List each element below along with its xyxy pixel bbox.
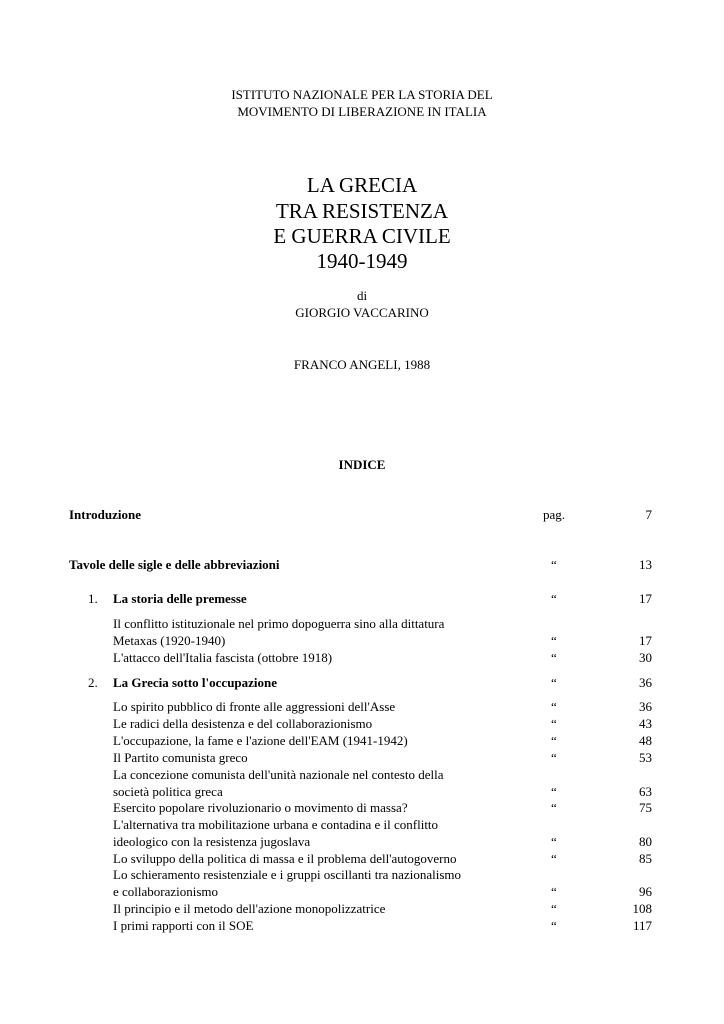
toc-page-number: 117 <box>632 918 652 933</box>
book-title-line-2: TRA RESISTENZA <box>275 199 449 223</box>
toc-section-label: Esercito popolare rivoluzionario o movimento di massa? <box>113 800 408 815</box>
toc-page-number: 13 <box>639 557 652 572</box>
toc-page-number: 108 <box>632 901 652 916</box>
toc-page-number: 17 <box>639 633 652 648</box>
toc-section-item[interactable] <box>0 866 724 883</box>
toc-section-item[interactable] <box>0 850 724 867</box>
toc-section-label: Lo spirito pubblico di fronte alle aggressioni dell'Asse <box>113 699 396 714</box>
book-years: 1940-1949 <box>316 249 408 273</box>
toc-ditto-mark: “ <box>551 633 557 648</box>
toc-section-item-cont[interactable] <box>0 883 724 900</box>
toc-ditto-mark: “ <box>551 591 557 606</box>
toc-page-number: 36 <box>639 675 652 690</box>
toc-section-item-cont[interactable] <box>0 783 724 800</box>
toc-entry-label: Introduzione <box>69 507 141 522</box>
toc-page-number: 48 <box>639 733 652 748</box>
toc-section-item[interactable] <box>0 615 724 632</box>
toc-section-label: L'attacco dell'Italia fascista (ottobre 1918) <box>113 650 333 665</box>
toc-page-number: 30 <box>639 650 652 665</box>
toc-section-label: Il conflitto istituzionale nel primo dopoguerra sino alla dittatura <box>113 616 445 631</box>
toc-ditto-mark: “ <box>551 699 557 714</box>
toc-section-label: e collaborazionismo <box>113 884 219 899</box>
toc-ditto-mark: “ <box>551 851 557 866</box>
toc-section-item[interactable] <box>0 917 724 934</box>
toc-entry-abbreviations[interactable] <box>0 556 724 573</box>
toc-section-label: Il principio e il metodo dell'azione monopolizzatrice <box>113 901 386 916</box>
toc-ditto-mark: “ <box>551 918 557 933</box>
toc-section-item[interactable] <box>0 715 724 732</box>
toc-ditto-mark: “ <box>551 901 557 916</box>
book-title-line-3: E GUERRA CIVILE <box>273 224 451 248</box>
chapter-number: 2. <box>88 675 98 690</box>
toc-page-number: 80 <box>639 834 652 849</box>
toc-section-item[interactable] <box>0 766 724 783</box>
chapter-number: 1. <box>88 591 98 606</box>
toc-ditto-mark: “ <box>551 834 557 849</box>
chapter-title: La Grecia sotto l'occupazione <box>113 675 278 690</box>
toc-page-number: 75 <box>639 800 652 815</box>
toc-chapter-2[interactable] <box>0 674 724 691</box>
toc-ditto-mark: “ <box>551 557 557 572</box>
book-title-line-1: LA GRECIA <box>306 173 418 197</box>
author-name: GIORGIO VACCARINO <box>295 305 429 320</box>
toc-ditto-mark: “ <box>551 784 557 799</box>
toc-ditto-mark: “ <box>551 675 557 690</box>
toc-section-item[interactable] <box>0 749 724 766</box>
toc-page-number: 53 <box>639 750 652 765</box>
toc-section-label: L'alternativa tra mobilitazione urbana e contadina e il conflitto <box>113 817 439 832</box>
toc-section-label: Il Partito comunista greco <box>113 750 248 765</box>
toc-section-label: I primi rapporti con il SOE <box>113 918 254 933</box>
institute-line-2: MOVIMENTO DI LIBERAZIONE IN ITALIA <box>237 104 487 119</box>
toc-ditto-mark: “ <box>551 750 557 765</box>
toc-section-item[interactable] <box>0 900 724 917</box>
toc-section-label: Lo schieramento resistenziale e i gruppi oscillanti tra nazionalismo <box>113 867 461 882</box>
toc-ditto-mark: “ <box>551 716 557 731</box>
toc-section-item[interactable] <box>0 732 724 749</box>
toc-page-number: 7 <box>645 507 652 522</box>
institute-line-1: ISTITUTO NAZIONALE PER LA STORIA DEL <box>231 87 493 102</box>
toc-section-label: Lo sviluppo della politica di massa e il problema dell'autogoverno <box>113 851 457 866</box>
toc-page-number: 85 <box>639 851 652 866</box>
toc-section-label: società politica greca <box>113 784 223 799</box>
toc-section-label: L'occupazione, la fame e l'azione dell'EAM (1941-1942) <box>113 733 408 748</box>
toc-page-number: 17 <box>639 591 652 606</box>
by-label: di <box>356 288 368 303</box>
toc-section-item[interactable] <box>0 649 724 666</box>
toc-page-prefix: pag. <box>543 507 566 522</box>
toc-ditto-mark: “ <box>551 884 557 899</box>
publisher: FRANCO ANGELI, 1988 <box>293 357 431 372</box>
toc-section-label: La concezione comunista dell'unità nazionale nel contesto della <box>113 767 444 782</box>
toc-chapter-1[interactable] <box>0 590 724 607</box>
toc-entry-introduction[interactable] <box>0 506 724 523</box>
toc-section-item-cont[interactable] <box>0 833 724 850</box>
toc-section-label: Le radici della desistenza e del collaborazionismo <box>113 716 373 731</box>
toc-ditto-mark: “ <box>551 733 557 748</box>
chapter-title: La storia delle premesse <box>113 591 247 606</box>
toc-page-number: 43 <box>639 716 652 731</box>
toc-section-item[interactable] <box>0 816 724 833</box>
toc-page-number: 36 <box>639 699 652 714</box>
toc-section-label: Metaxas (1920-1940) <box>113 633 226 648</box>
toc-ditto-mark: “ <box>551 800 557 815</box>
toc-ditto-mark: “ <box>551 650 557 665</box>
toc-section-item-cont[interactable] <box>0 632 724 649</box>
toc-section-item[interactable] <box>0 799 724 816</box>
toc-section-item[interactable] <box>0 698 724 715</box>
toc-page-number: 96 <box>639 884 652 899</box>
toc-entry-label: Tavole delle sigle e delle abbreviazioni <box>69 557 280 572</box>
toc-page-number: 63 <box>639 784 652 799</box>
index-heading: INDICE <box>338 457 386 472</box>
toc-section-label: ideologico con la resistenza jugoslava <box>113 834 311 849</box>
